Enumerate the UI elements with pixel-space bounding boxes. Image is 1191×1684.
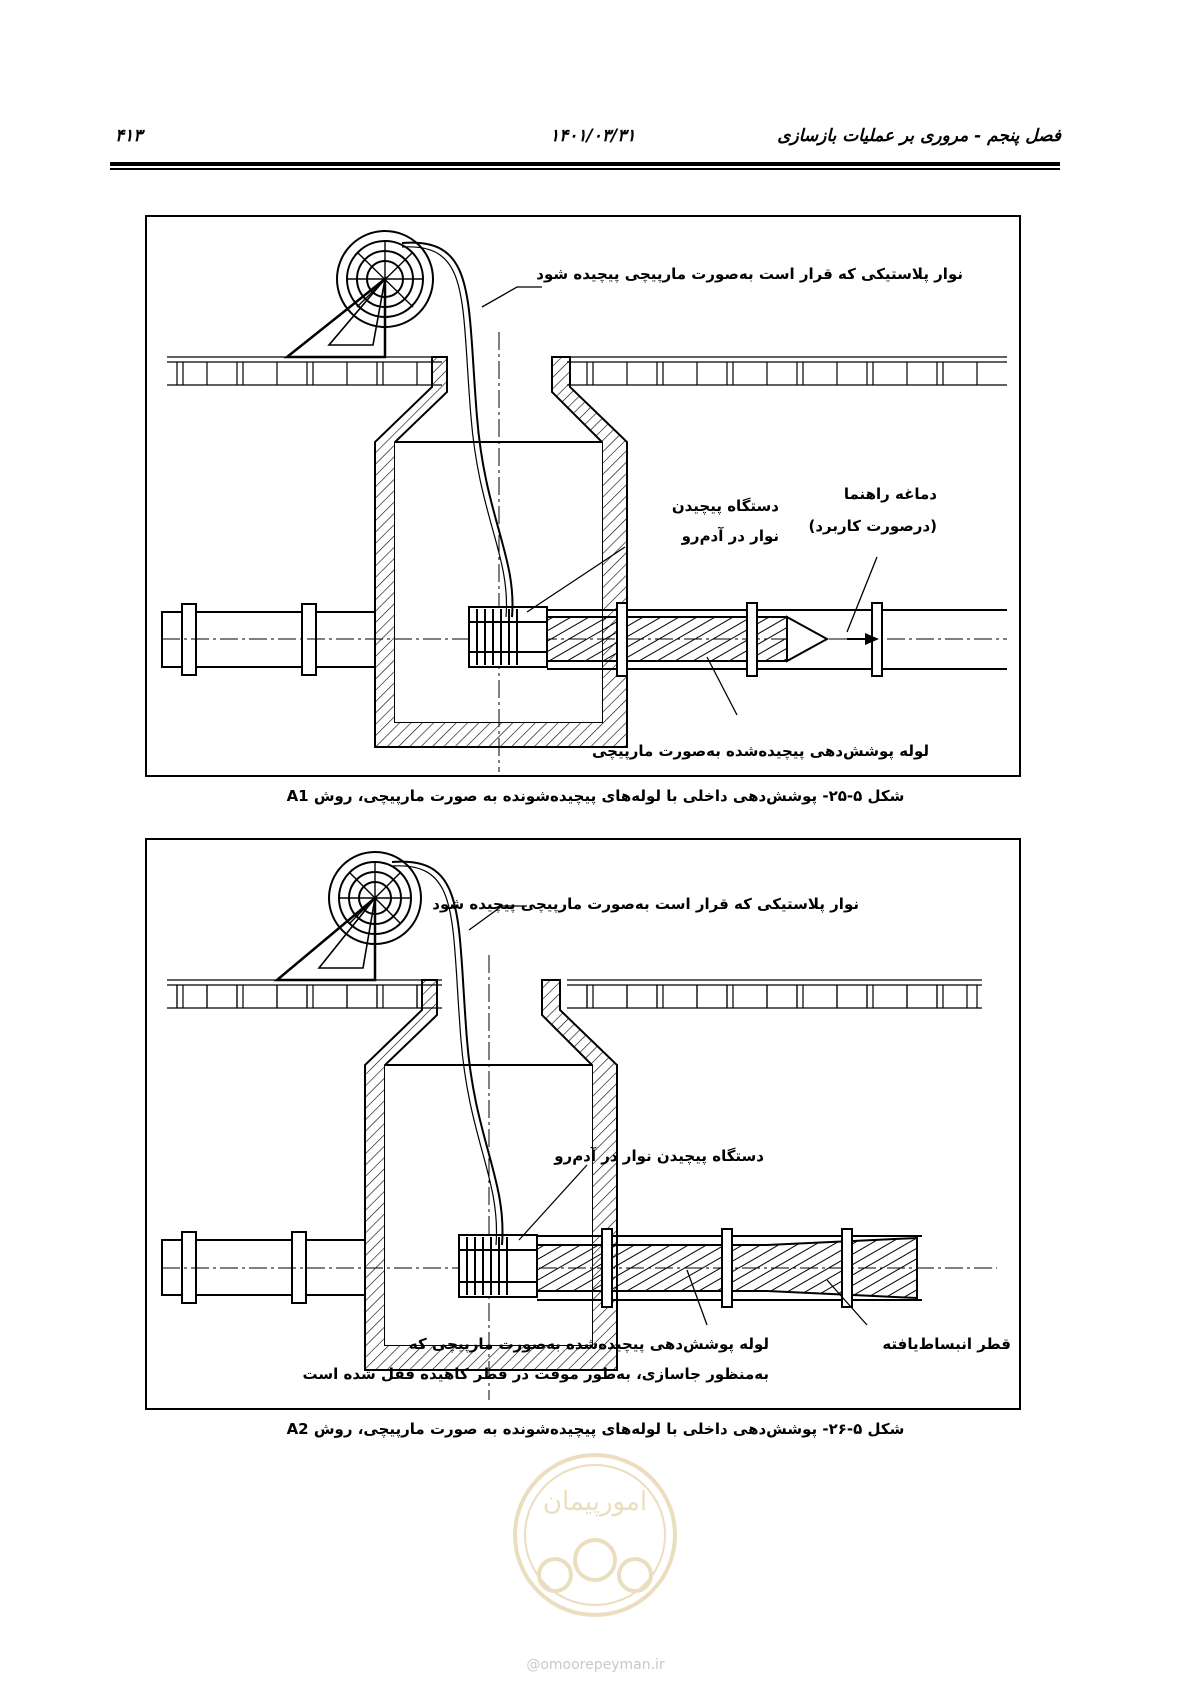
label-nose-1: دماغه راهنما xyxy=(843,485,937,503)
chapter-title: فصل پنجم - مروری بر عملیات بازسازی xyxy=(777,126,1061,146)
manhole-2 xyxy=(365,980,617,1370)
tape-reel-icon xyxy=(287,231,433,357)
watermark-logo-text: امورپیمان xyxy=(542,1487,648,1517)
label-machine-1: دستگاه پیچیدن xyxy=(671,497,779,515)
tape-reel-icon-2 xyxy=(277,852,421,980)
label-liner-2a: لوله پوشش‌دهی پیچیده‌شده به‌صورت مارپیچی که xyxy=(408,1335,769,1353)
figure-2-caption: شکل ۵-۲۶- پوشش‌دهی داخلی با لوله‌های پیچیده‌شونده به صورت مارپیچی، روش A2 xyxy=(286,1420,905,1438)
figure-2-drawing xyxy=(147,840,1023,1412)
figure-1-caption: شکل ۵-۲۵- پوشش‌دهی داخلی با لوله‌های پیچیده‌شونده به صورت مارپیچی، روش A1 xyxy=(286,787,905,805)
label-machine-2: دستگاه پیچیدن نوار در آدم‌رو xyxy=(554,1147,764,1165)
figure-1 xyxy=(145,215,1021,777)
ground-line-2 xyxy=(167,980,982,1008)
label-liner-2b: به‌منظور جاسازی، به‌طور موقت در قطر کاهیده قفل شده است xyxy=(302,1365,769,1383)
winding-machine xyxy=(469,607,547,667)
winding-machine-2 xyxy=(459,1235,537,1297)
header-rule-thin xyxy=(110,168,1060,170)
label-machine-2: نوار در آدم‌رو xyxy=(681,527,779,545)
label-tape-2: نوار پلاستیکی که قرار است به‌صورت مارپیچی پیچیده شود xyxy=(432,895,859,913)
label-expanded: قطر انبساط‌یافته xyxy=(882,1335,1011,1353)
header-date: ۱۴۰۱/۰۳/۳۱ xyxy=(550,126,636,146)
manhole xyxy=(375,357,627,747)
watermark-site: @omoorepeyman.ir xyxy=(526,1657,665,1673)
page-number: ۴۱۳ xyxy=(115,126,143,146)
label-nose-2: (درصورت کاربرد) xyxy=(808,517,937,535)
label-liner: لوله پوشش‌دهی پیچیده‌شده به‌صورت مارپیچی xyxy=(591,742,929,760)
figure-2 xyxy=(145,838,1021,1410)
header-rule xyxy=(110,162,1060,166)
watermark-logo-icon xyxy=(510,1450,680,1620)
spiral-liner xyxy=(547,617,827,661)
label-tape: نوار پلاستیکی که قرار است به‌صورت مارپیچی پیچیده شود xyxy=(536,265,963,283)
